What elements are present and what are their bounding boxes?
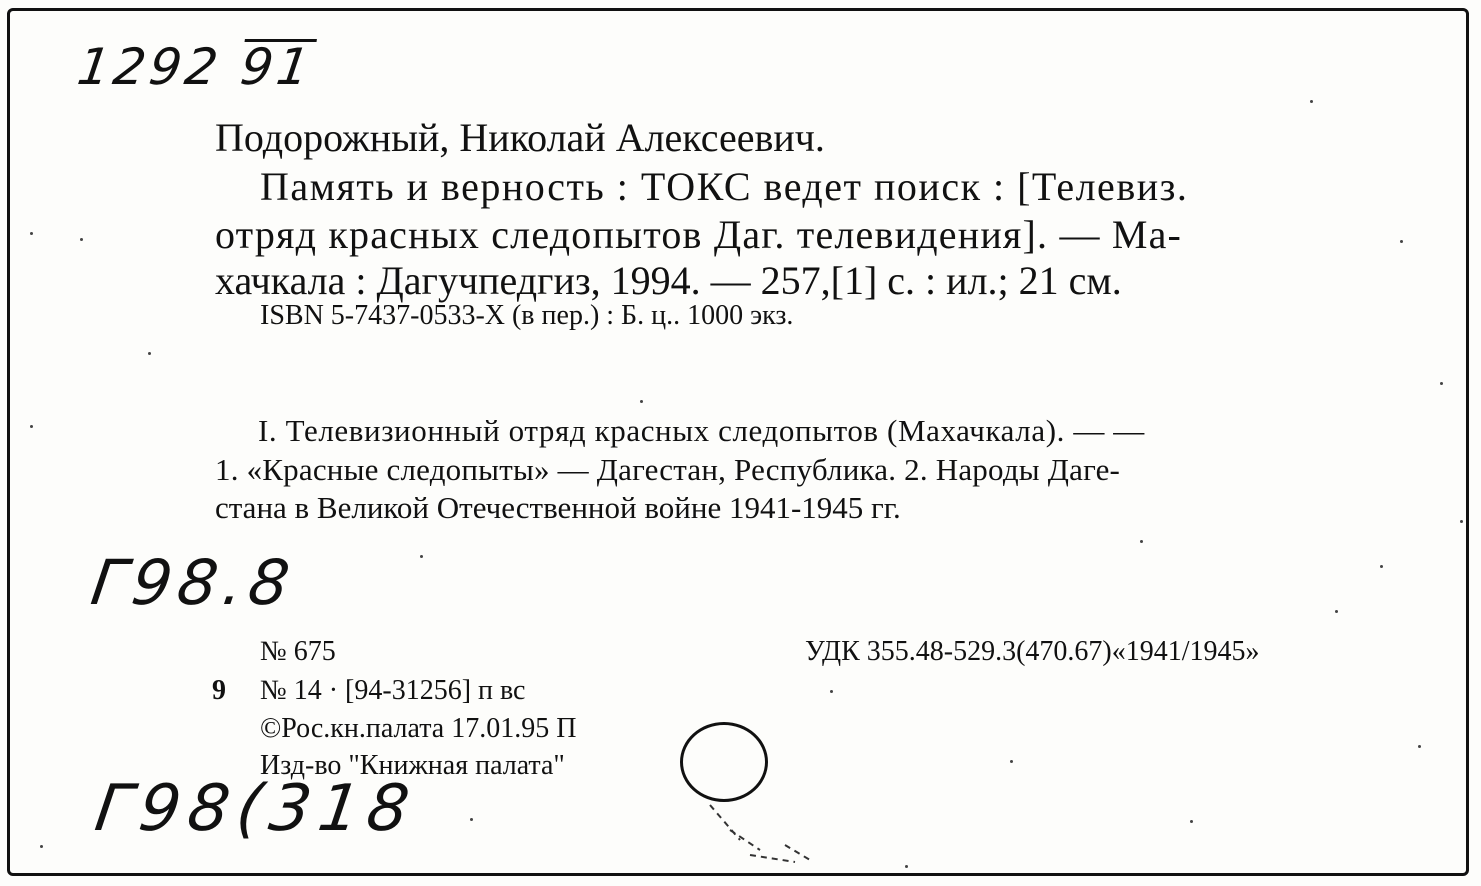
scan-speck — [1010, 760, 1013, 763]
scan-speck — [470, 818, 473, 821]
handwritten-call-number — [74, 38, 317, 96]
scan-speck — [80, 238, 83, 241]
stamp-scratch-marks — [700, 800, 820, 870]
scan-speck — [905, 865, 908, 868]
scan-speck — [1140, 540, 1143, 543]
subject-line-2: 1. «Красные следопыты» — Дагестан, Республика. 2. Народы Даге- — [215, 452, 1121, 487]
subject-line-3: стана в Великой Отечественной войне 1941-1945 гг. — [215, 490, 901, 525]
subject-line-1: I. Телевизионный отряд красных следопытов (Махачкала). — — — [258, 413, 1145, 448]
handwritten-class-mark-1: Г98.8 — [86, 546, 300, 619]
stamp-circle — [680, 722, 768, 802]
shelf-digit: 9 — [212, 675, 226, 706]
scan-speck — [830, 690, 833, 693]
scan-speck — [640, 400, 643, 403]
scan-speck — [1440, 382, 1443, 385]
scan-speck — [1335, 610, 1338, 613]
scan-speck — [30, 425, 33, 428]
title-line-3: хачкала : Дагучпедгиз, 1994. — 257,[1] с. : ил.; 21 см. — [215, 258, 1122, 303]
handwritten-class-mark-2: Г98(318 — [90, 772, 422, 846]
scan-speck — [148, 352, 151, 355]
scan-speck — [30, 232, 33, 235]
author-heading: Подорожный, Николай Алексеевич. — [215, 115, 825, 160]
scan-speck — [40, 845, 43, 848]
title-line-2: отряд красных следопытов Даг. телевидения]. — Ма- — [215, 212, 1183, 257]
card-number-line: № 14 · [94-31256] п вс — [260, 675, 526, 706]
scan-speck — [420, 555, 423, 558]
scan-speck — [1190, 820, 1193, 823]
handwritten-fraction: 91 — [237, 38, 317, 96]
record-number: № 675 — [260, 636, 336, 667]
scan-speck — [1310, 100, 1313, 103]
scan-speck — [1460, 520, 1463, 523]
isbn-line: ISBN 5-7437-0533-X (в пер.) : Б. ц.. 1000 экз. — [260, 300, 794, 331]
publisher-line: Изд-во "Книжная палата" — [260, 750, 565, 781]
scan-speck — [1418, 745, 1421, 748]
udk-classification: УДК 355.48-529.3(470.67)«1941/1945» — [805, 636, 1260, 667]
chamber-line: ©Рос.кн.палата 17.01.95 П — [260, 713, 577, 744]
title-line-1: Память и верность : ТОКС ведет поиск : [Телевиз. — [260, 164, 1189, 209]
scan-speck — [1380, 565, 1383, 568]
scan-speck — [1400, 240, 1403, 243]
handwritten-number: 1292 — [73, 38, 226, 96]
